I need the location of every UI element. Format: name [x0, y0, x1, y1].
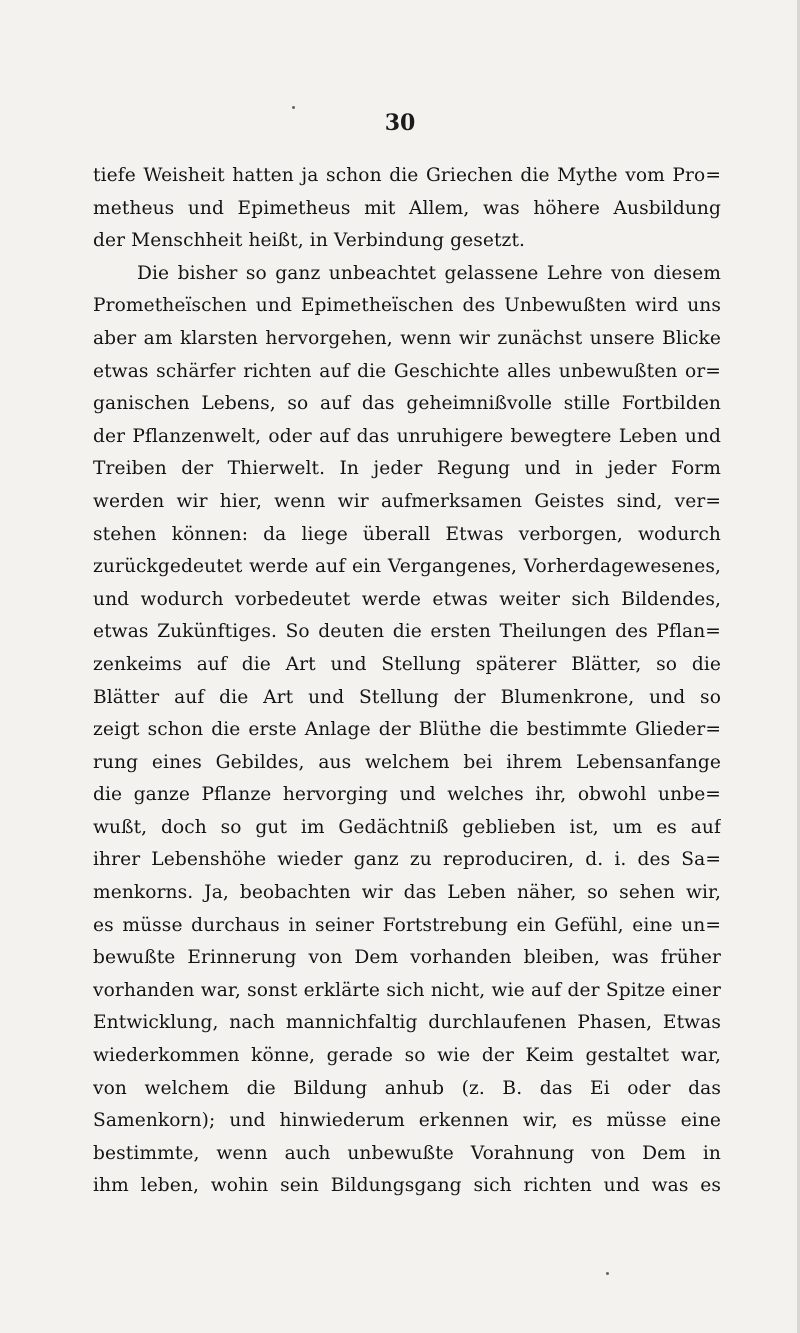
text-line: Entwicklung, nach mannichfaltig durchlaufenen Phasen, Etwas	[93, 1012, 721, 1034]
text-line: wußt, doch so gut im Gedächtniß geblieben ist, um es auf	[93, 816, 721, 838]
text-line: stehen können: da liege überall Etwas verborgen, wodurch	[93, 523, 721, 545]
text-line: es müsse durchaus in seiner Fortstrebung ein Gefühl, eine un=	[93, 914, 721, 936]
text-line: vorhanden war, sonst erklärte sich nicht, wie auf der Spitze einer	[93, 979, 721, 1001]
text-line: tiefe Weisheit hatten ja schon die Griechen die Mythe vom Pro=	[93, 165, 721, 186]
text-line: zenkeims auf die Art und Stellung späterer Blätter, so die	[93, 653, 721, 675]
text-line: die ganze Pflanze hervorging und welches ihr, obwohl unbe=	[93, 784, 721, 806]
text-line: wiederkommen könne, gerade so wie der Keim gestaltet war,	[93, 1045, 721, 1067]
text-line: der Pflanzenwelt, oder auf das unruhigere bewegtere Leben und	[93, 425, 721, 447]
paper-speck	[292, 106, 295, 109]
text-line: Treiben der Thierwelt. In jeder Regung und in jeder Form	[93, 458, 721, 480]
text-line: menkorns. Ja, beobachten wir das Leben näher, so sehen wir,	[93, 882, 721, 904]
body-text	[93, 160, 721, 1203]
text-line: der Menschheit heißt, in Verbindung gesetzt.	[93, 230, 526, 252]
paper-speck	[606, 1272, 609, 1275]
text-line: ihrer Lebenshöhe wieder ganz zu reproduciren, d. i. des Sa=	[93, 849, 721, 871]
text-line: und wodurch vorbedeutet werde etwas weiter sich Bildendes,	[93, 588, 721, 610]
text-line: Blätter auf die Art und Stellung der Blumenkrone, und so	[93, 686, 721, 708]
text-line: zurückgedeutet werde auf ein Vergangenes, Vorherdagewesenes,	[93, 556, 721, 578]
text-line: werden wir hier, wenn wir aufmerksamen Geistes sind, ver=	[93, 490, 721, 512]
text-line: bewußte Erinnerung von Dem vorhanden bleiben, was früher	[93, 947, 721, 969]
text-line: etwas Zukünftiges. So deuten die ersten Theilungen des Pflan=	[93, 621, 721, 643]
text-line: bestimmte, wenn auch unbewußte Vorahnung von Dem in	[93, 1142, 721, 1164]
text-line: ganischen Lebens, so auf das geheimnißvolle stille Fortbilden	[93, 393, 721, 415]
text-line: ihm leben, wohin sein Bildungsgang sich richten und was es	[93, 1175, 721, 1197]
text-line: rung eines Gebildes, aus welchem bei ihrem Lebensanfange	[93, 751, 721, 773]
text-line: Prometheïschen und Epimetheïschen des Unbewußten wird uns	[93, 295, 721, 317]
text-line: metheus und Epimetheus mit Allem, was höhere Ausbildung	[93, 197, 721, 219]
paragraph-start-line: Die bisher so ganz unbeachtet gelassene Lehre von diesem	[137, 262, 721, 284]
text-line: etwas schärfer richten auf die Geschichte alles unbewußten or=	[93, 360, 721, 382]
text-line: zeigt schon die erste Anlage der Blüthe die bestimmte Glieder=	[93, 719, 721, 741]
text-line: aber am klarsten hervorgehen, wenn wir zunächst unsere Blicke	[93, 327, 721, 349]
text-line: von welchem die Bildung anhub (z. B. das Ei oder das	[93, 1077, 721, 1099]
page-number: 30	[384, 110, 416, 136]
text-line: Samenkorn); und hinwiederum erkennen wir, es müsse eine	[93, 1110, 721, 1132]
